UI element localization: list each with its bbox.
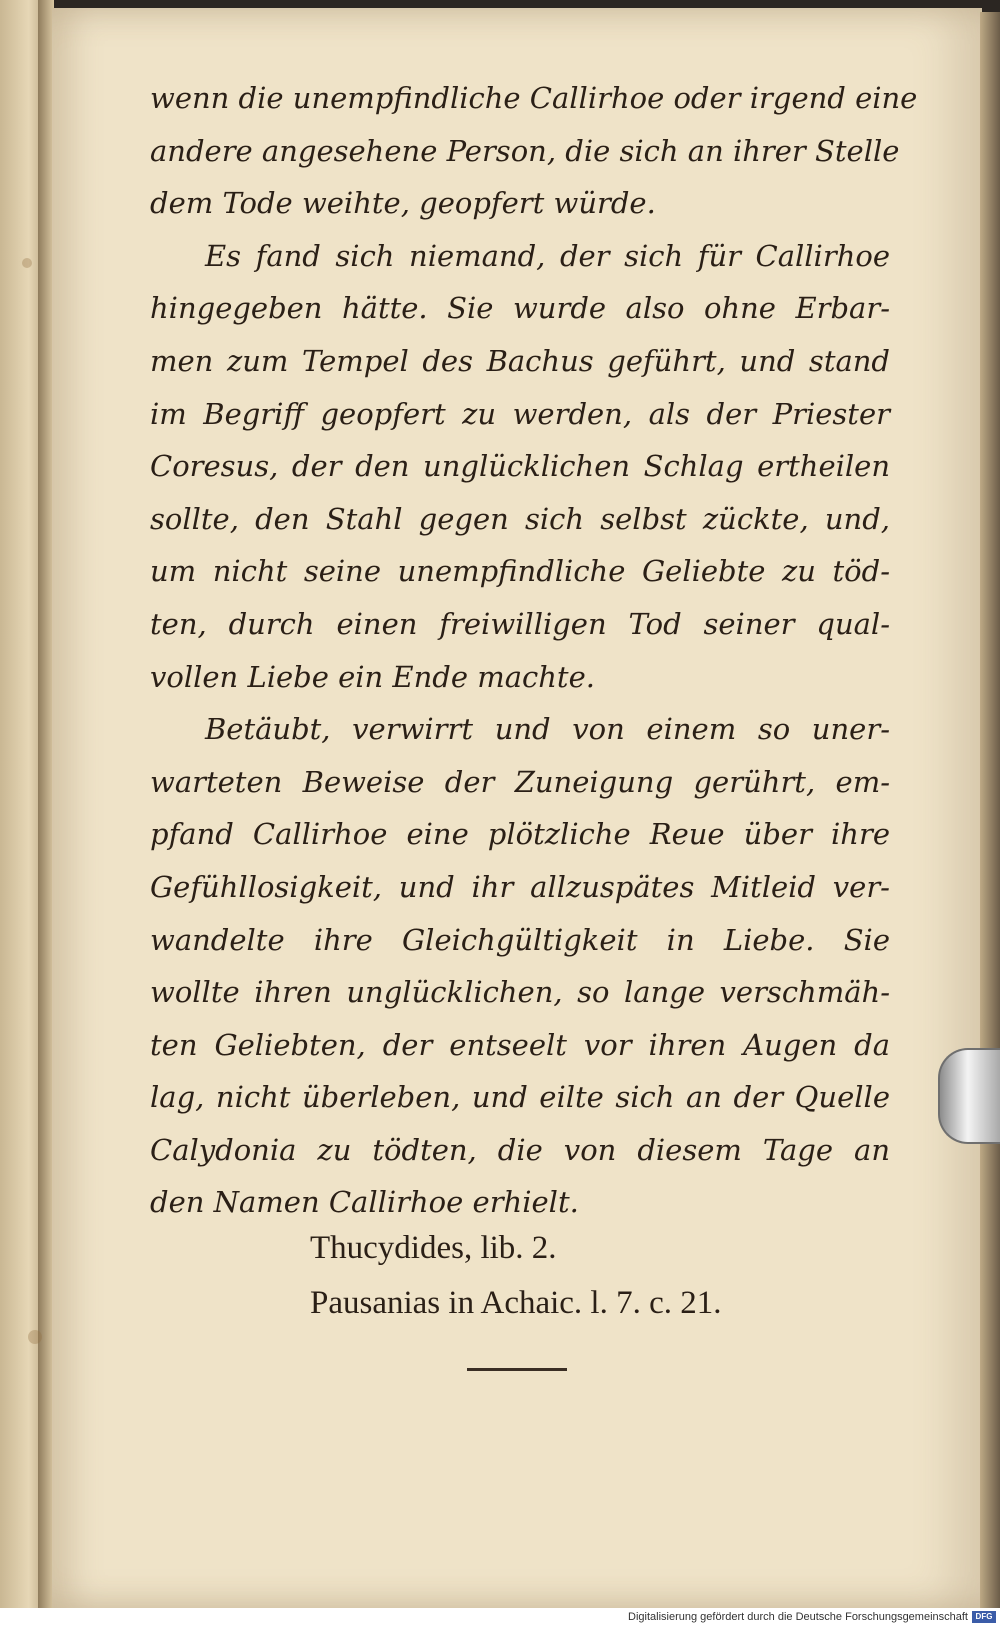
text-line: ten, durch einen freiwilligen Tod seiner qual- (150, 606, 890, 641)
text-line: men zum Tempel des Bachus geführt, und stand (150, 343, 890, 378)
body-text (150, 72, 918, 1229)
paper-stain (28, 1330, 42, 1344)
text-line: Es fand sich niemand, der sich für Callirhoe (205, 238, 890, 273)
text-line: den Namen Callirhoe erhielt. (150, 1185, 579, 1220)
text-line: wandelte ihre Gleichgültigkeit in Liebe. Sie (150, 922, 890, 957)
citation-thucydides: Thucydides, lib. 2. (310, 1230, 557, 1266)
text-line: sollte, den Stahl gegen sich selbst zückte, und, (150, 501, 890, 536)
text-line: ten Geliebten, der entseelt vor ihren Augen da (150, 1027, 890, 1062)
text-line: hingegeben hätte. Sie wurde also ohne Erbar- (150, 291, 890, 326)
citation-pausanias: Pausanias in Achaic. l. 7. c. 21. (310, 1285, 722, 1321)
page-fore-edge (980, 12, 1000, 1608)
text-line: wollte ihren unglücklichen, so lange verschmäh- (150, 975, 890, 1010)
text-line: andere angesehene Person, die sich an ihrer Stelle (150, 133, 900, 168)
text-line: Gefühllosigkeit, und ihr allzuspätes Mitleid ver- (150, 869, 890, 904)
page-clip (938, 1048, 1000, 1144)
digitization-footer (0, 1608, 1000, 1625)
footer-credit: Digitalisierung gefördert durch die Deutsche Forschungsgemeinschaft (628, 1611, 968, 1623)
text-line: warteten Beweise der Zuneigung gerührt, em- (150, 764, 890, 799)
text-line: um nicht seine unempfindliche Geliebte zu töd- (150, 554, 890, 589)
text-line: vollen Liebe ein Ende machte. (150, 659, 595, 694)
text-line: im Begriff geopfert zu werden, als der Priester (150, 396, 890, 431)
section-end-rule (467, 1368, 567, 1371)
text-line: pfand Callirhoe eine plötzliche Reue über ihre (150, 817, 890, 852)
text-line: Calydonia zu tödten, die von diesem Tage an (150, 1132, 890, 1167)
paper-stain (22, 258, 32, 268)
text-line: lag, nicht überleben, und eilte sich an der Quelle (150, 1080, 890, 1115)
text-line: wenn die unempfindliche Callirhoe oder irgend eine (150, 81, 918, 115)
dfg-logo: DFG (972, 1611, 996, 1623)
text-line: Betäubt, verwirrt und von einem so uner- (205, 712, 890, 747)
text-line: Coresus, der den unglücklichen Schlag ertheilen (150, 449, 890, 484)
text-line: dem Tode weihte, geopfert würde. (150, 186, 656, 221)
